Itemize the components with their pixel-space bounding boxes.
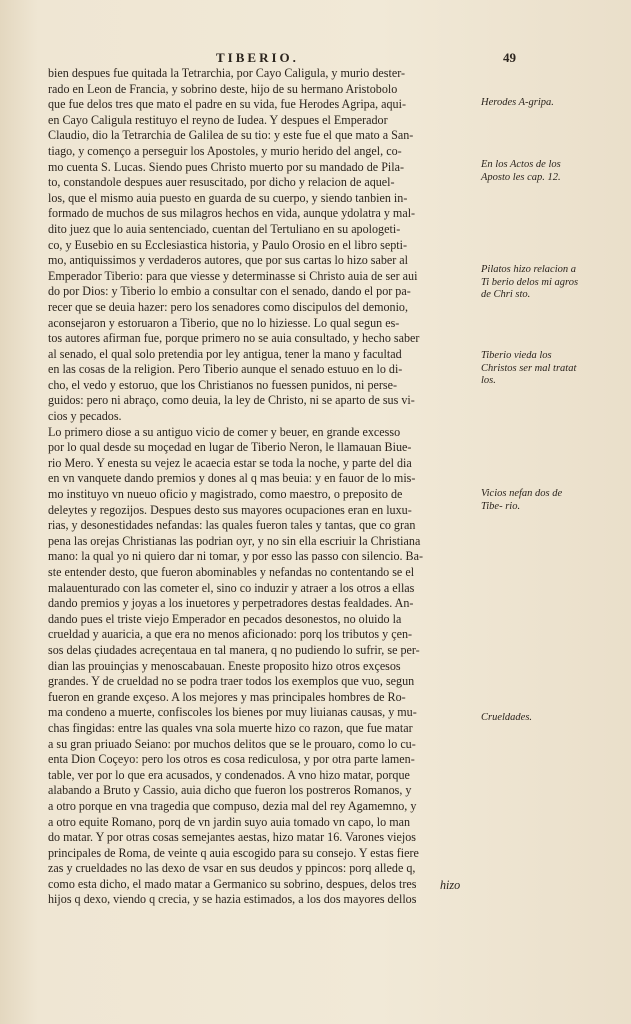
text-line: dian las prouinçias y menoscabauan. Eneste proposito hizo otros exçesos — [48, 658, 401, 673]
text-line: hijos q dexo, viendo q crecia, y se hazia estimados, a los dos mayores dellos — [48, 892, 417, 907]
text-line: Emperador Tiberio: para que viesse y determinasse si Christo auia de ser aui — [48, 268, 418, 283]
text-line: pena las orejas Christianas las podrian oyr, y no sin ella escriuir la Christiana — [48, 533, 421, 548]
text-line: dito juez que lo auia sentenciado, cuentan del Tertuliano en su apologeti- — [48, 221, 401, 236]
text-line: mo, antiquissimos y verdaderos autores, que por sus cartas lo hizo saber al — [48, 253, 409, 268]
text-line: que fue delos tres que mato el padre en su vida, fue Herodes Agripa, aqui- — [48, 97, 406, 112]
text-line: principales de Roma, de veinte q auia escogido para su consejo. Y estas fiere — [48, 845, 419, 860]
text-line: a otro porque en vna tragedia que compuso, dezia mal del rey Agamemno, y — [48, 798, 417, 813]
margin-note-tiberio: Tiberio vieda los Christos ser mal tratat los. — [481, 350, 577, 386]
catchword: hizo — [440, 878, 461, 892]
text-line: do por Dios: y Tiberio lo embio a consultar con el senado, dando el por pa- — [48, 284, 411, 299]
text-line: rias, y desonestidades nefandas: las quales fueron tales y tantas, que co gran — [48, 518, 416, 533]
text-line: dando pues el triste viejo Emperador en pecados desonestos, no oluido la — [48, 611, 402, 626]
text-line: do matar. Y por otras cosas semejantes aestas, hizo matar 16. Varones viejos — [48, 830, 416, 845]
margin-note-herodes: Herodes A-gripa. — [481, 97, 554, 108]
running-title: TIBERIO. — [216, 50, 299, 65]
text-line: chas fingidas: entre las quales vna sola muerte hizo co razon, que fue matar — [48, 720, 413, 735]
text-line: enta Dion Coçeyo: pero los otros es cosa rediculosa, y por otra parte lamen- — [48, 752, 415, 767]
margin-note-crueldades: Crueldades. — [481, 712, 533, 723]
text-line: table, ver por lo que era acusados, y condenados. A vno hizo matar, porque — [48, 767, 410, 782]
text-line: Claudio, dio la Tetrarchia de Galilea de su tio: y este fue el que mato a San- — [48, 128, 414, 143]
margin-note-vicios: Vicios nefan dos de Tibe- rio. — [481, 488, 563, 512]
text-line: sos delas çiudades acreçentaua en tal manera, q no pudiendo lo sufrir, se per- — [48, 642, 420, 657]
text-line: rio Mero. Y enesta su vejez le acaecia estar se toda la noche, y parte del dia — [48, 455, 412, 470]
body-text — [48, 66, 478, 908]
text-line: aconsejaron y estoruaron a Tiberio, que no lo hiziesse. Lo qual segun es- — [48, 315, 400, 330]
margin-note-pilatos: Pilatos hizo relacion a Ti berio delos mi agros de Chri sto. — [481, 264, 579, 300]
text-line: grandes. Y de crueldad no se podra traer todos los exemplos que vuo, segun — [48, 674, 415, 689]
text-line: a su gran priuado Seiano: por muchos delitos que se le prouaro, como lo cu- — [48, 736, 416, 751]
text-line: zas y crueldades no las dexo de vsar en sus deudos y ppincos: porq allede q, — [48, 861, 416, 876]
text-line: en vn vanquete dando premios y dones al q mas beuia: y en fauor de lo mis- — [48, 471, 416, 486]
text-line: cios y pecados. — [48, 409, 122, 424]
text-line: mo cuenta S. Lucas. Siendo pues Christo muerto por su mandado de Pila- — [48, 159, 405, 174]
text-line: formado de muchos de sus milagros hechos en vida, aunque ydolatra y mal- — [48, 206, 416, 221]
text-line: to, constandole despues auer resuscitado, por dicho y relacion de aquel- — [48, 175, 395, 190]
text-line: dando premios y joyas a los inuetores y perpetradores destas fealdades. An- — [48, 596, 414, 611]
margin-note-actos: En los Actos de los Aposto les cap. 12. — [481, 159, 561, 183]
text-line: en las cosas de la religion. Pero Tiberio aunque el senado estuuo en lo di- — [48, 362, 403, 377]
text-line: fueron en grande exçeso. A los mejores y mas principales hombres de Ro- — [48, 689, 406, 704]
text-line: deleytes y regozijos. Despues desto sus mayores ocupaciones eran en luxu- — [48, 502, 412, 517]
text-line: bien despues fue quitada la Tetrarchia, por Cayo Caligula, y murio dester- — [48, 66, 406, 80]
text-line: los, que el mismo auia puesto en guarda de su cuerpo, y siendo tanbien in- — [48, 190, 408, 205]
text-line: rado en Leon de Francia, y sobrino deste, hijo de su hermano Aristobolo — [48, 81, 398, 96]
text-line: por lo qual desde su moçedad en lugar de Tiberio Neron, le llamauan Biue- — [48, 440, 412, 455]
text-line: al senado, el qual solo pretendia por ley antigua, tener la mano y facultad — [48, 346, 402, 361]
text-line: mo instituyo vn nueuo oficio y magistrado, como maestro, o preposito de — [48, 487, 403, 502]
page-number: 49 — [503, 50, 516, 65]
text-line: co, y Eusebio en su Ecclesiastica historia, y Paulo Orosio en el libro septi- — [48, 237, 408, 252]
text-line: ma condeno a muerte, confiscoles los bienes por muy liuianas causas, y mu- — [48, 705, 417, 720]
text-line: en Cayo Caligula restituyo el reyno de Iudea. Y despues el Emperador — [48, 112, 388, 127]
text-line: cho, el vedo y estoruo, que los Christianos no fuessen punidos, ni perse- — [48, 377, 397, 392]
text-line: tiago, y començo a perseguir los Apostoles, y murio herido del angel, co- — [48, 143, 402, 158]
text-line: alabando a Bruto y Cassio, auia dicho que fueron los postreros Romanos, y — [48, 783, 412, 798]
text-line: guidos: pero ni abraço, como deuia, la ley de Christo, ni se aparto de sus vi- — [48, 393, 415, 408]
text-line: ste entender desto, que fueron abominables y nefandas no contentando se el — [48, 565, 415, 579]
text-line: recer que se deuia hazer: pero los senadores como discipulos del demonio, — [48, 299, 409, 314]
text-line: a otro equite Romano, porq de vn jardin suyo auia tomado vn capo, lo man — [48, 814, 411, 829]
text-line: mano: la qual yo ni quiero dar ni tomar, y por esso las passo con silencio. Ba- — [48, 549, 424, 564]
text-line: como esta dicho, el mado matar a Germanico su sobrino, despues, delos tres — [48, 876, 417, 891]
text-line: crueldad y auaricia, a que era no menos aficionado: porq los tributos y çen- — [48, 627, 413, 642]
text-line: tos autores afirman fue, porque primero no se auia consultado, y hecho saber — [48, 331, 420, 346]
text-line: Lo primero diose a su antiguo vicio de comer y beuer, en grande excesso — [48, 424, 401, 439]
text-line: malauenturado con las cometer el, sino co induzir y atraer a los otros a ellas — [48, 580, 415, 595]
